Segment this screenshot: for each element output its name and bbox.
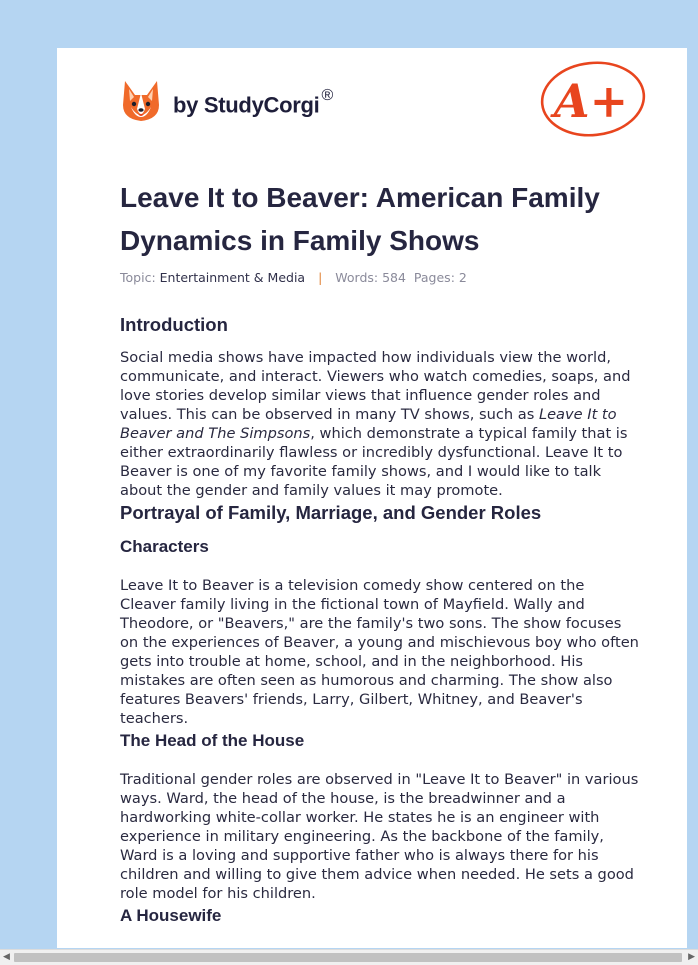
heading-portrayal: Portrayal of Family, Marriage, and Gender Roles [120, 502, 542, 523]
scrollbar-thumb[interactable] [14, 953, 682, 962]
meta-separator: | [318, 270, 323, 285]
pages-count: 2 [458, 270, 467, 285]
words-label: Words: [335, 270, 379, 285]
heading-housewife: A Housewife [120, 906, 222, 925]
topic-link[interactable]: Entertainment & Media [159, 270, 306, 285]
horizontal-scrollbar[interactable] [0, 949, 698, 965]
svg-text:A+: A+ [553, 74, 629, 128]
characters-paragraph: Leave It to Beaver is a television comedy show centered on the Cleaver family living in the fictional town of Mayfield. Wally and Theodore, or "Beavers," are the family's two sons. The show focuses on the experiences of Beaver, a young and mischievous boy who often gets into trouble at home, school, and in the neighborhood. His mistakes are often seen as humorous and charming. The show also features Beavers' friends, Larry, Gilbert, Whitney, and Beaver's teachers. [120, 577, 639, 727]
heading-characters: Characters [120, 537, 209, 556]
essay-body [120, 314, 640, 945]
intro-paragraph: Social media shows have impacted how individuals view the world, communicate, and interact. Viewers who watch comedies, soaps, and love stories develop similar views that influence gender roles and values. This can be observed in many TV shows, such as Leave It to Beaver and The Simpsons, which demonstrate a typical family that is either extraordinarily flawless or incredibly dysfunctional. Leave It to Beaver is one of my favorite family shows, and I would like to talk about the gender and family values it may promote. [120, 349, 631, 499]
document-page [57, 48, 687, 948]
heading-head-of-house: The Head of the House [120, 731, 305, 750]
essay-meta [120, 270, 467, 285]
heading-introduction: Introduction [120, 314, 228, 335]
scroll-right-icon[interactable]: ▶ [688, 952, 695, 962]
brand-name: by StudyCorgi ® [173, 87, 333, 118]
a-plus-grade-icon [539, 60, 649, 144]
scroll-left-icon[interactable]: ◀ [3, 952, 10, 962]
pages-label: Pages: [413, 270, 455, 285]
words-count: 584 [382, 270, 406, 285]
topic-label: Topic: [120, 270, 156, 285]
head-of-house-paragraph: Traditional gender roles are observed in "Leave It to Beaver" in various ways. Ward, the head of the house, is the breadwinner and a hardworking white-collar worker. He states he is an engineer with experience in military engineering. As the backbone of the family, Ward is a loving and supportive father who is always there for his children and willing to give them advice when needed. He sets a good role model for his children. [120, 771, 639, 902]
intro-italic-titles: Leave It to Beaver and The Simpsons [120, 406, 617, 442]
corgi-icon [121, 79, 161, 123]
studycorgi-logo[interactable] [121, 76, 333, 126]
essay-title: Leave It to Beaver: American Family Dynamics in Family Shows [120, 182, 600, 256]
